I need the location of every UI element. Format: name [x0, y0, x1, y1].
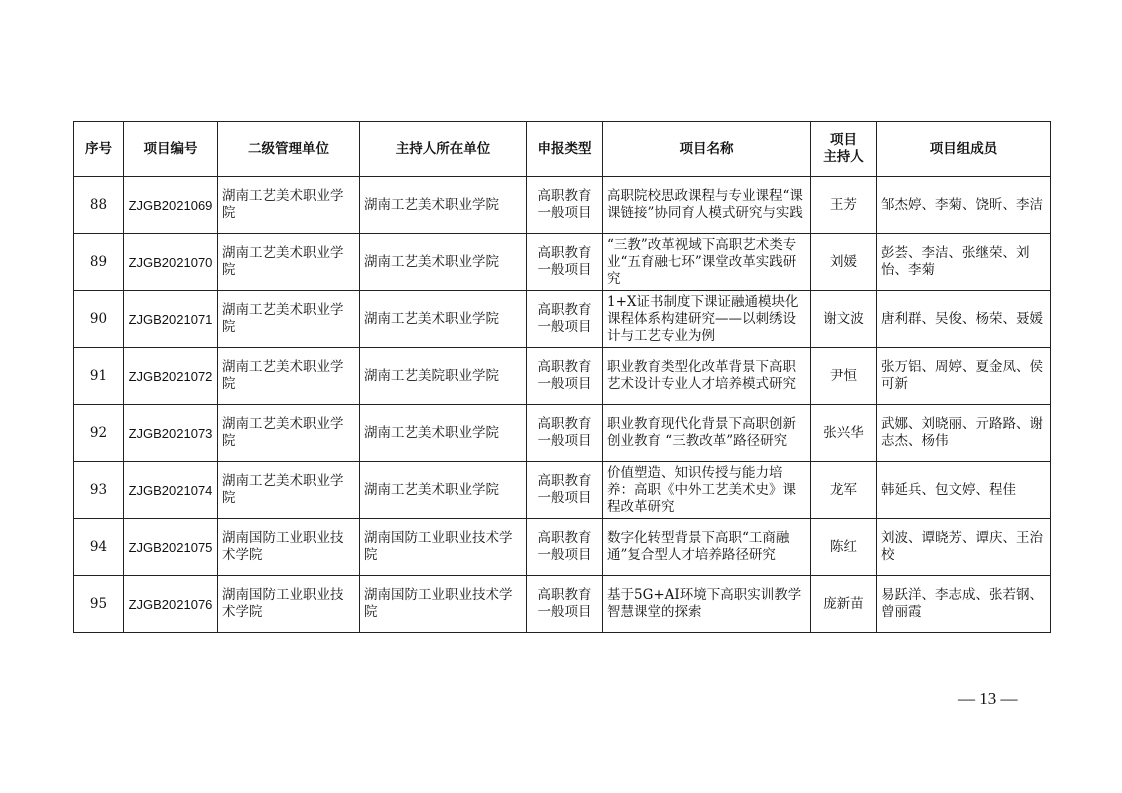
table-row — [74, 405, 1051, 462]
cell-index: 92 — [74, 405, 124, 462]
cell-host-unit: 湖南国防工业职业技术学院 — [360, 519, 527, 576]
cell-host-unit: 湖南工艺美术职业学院 — [360, 405, 527, 462]
cell-host: 龙军 — [811, 462, 877, 519]
cell-members: 刘波、谭晓芳、谭庆、王治校 — [877, 519, 1051, 576]
cell-name: “三教”改革视域下高职艺术类专业“五育融七环”课堂改革实践研究 — [603, 234, 811, 291]
cell-host: 庞新苗 — [811, 576, 877, 633]
cell-host: 张兴华 — [811, 405, 877, 462]
cell-members: 易跃洋、李志成、张若钢、曾丽霞 — [877, 576, 1051, 633]
cell-code: ZJGB2021076 — [124, 576, 218, 633]
cell-members: 彭荟、李洁、张继荣、刘怡、李菊 — [877, 234, 1051, 291]
cell-index: 88 — [74, 177, 124, 234]
table-row — [74, 576, 1051, 633]
cell-type: 高职教育一般项目 — [527, 462, 603, 519]
cell-type: 高职教育一般项目 — [527, 519, 603, 576]
header-host — [811, 122, 877, 177]
cell-code: ZJGB2021070 — [124, 234, 218, 291]
cell-index: 91 — [74, 348, 124, 405]
cell-code: ZJGB2021069 — [124, 177, 218, 234]
cell-name: 1+X证书制度下课证融通模块化课程体系构建研究——以刺绣设计与工艺专业为例 — [603, 291, 811, 348]
cell-host: 刘媛 — [811, 234, 877, 291]
cell-code: ZJGB2021072 — [124, 348, 218, 405]
cell-members: 武娜、刘晓丽、亓路路、谢志杰、杨伟 — [877, 405, 1051, 462]
cell-index: 90 — [74, 291, 124, 348]
cell-index: 95 — [74, 576, 124, 633]
table-body — [74, 177, 1051, 633]
cell-unit: 湖南工艺美术职业学院 — [218, 177, 360, 234]
header-host-line2: 主持人 — [823, 149, 864, 165]
header-host-unit: 主持人所在单位 — [360, 122, 527, 177]
cell-name: 职业教育类型化改革背景下高职艺术设计专业人才培养模式研究 — [603, 348, 811, 405]
cell-code: ZJGB2021074 — [124, 462, 218, 519]
cell-unit: 湖南工艺美术职业学院 — [218, 405, 360, 462]
header-index: 序号 — [74, 122, 124, 177]
cell-index: 89 — [74, 234, 124, 291]
table-row — [74, 348, 1051, 405]
cell-code: ZJGB2021073 — [124, 405, 218, 462]
cell-unit: 湖南工艺美术职业学院 — [218, 348, 360, 405]
cell-type: 高职教育一般项目 — [527, 405, 603, 462]
header-row — [74, 122, 1051, 177]
cell-index: 94 — [74, 519, 124, 576]
cell-members: 邹杰婷、李菊、饶昕、李洁 — [877, 177, 1051, 234]
header-members: 项目组成员 — [877, 122, 1051, 177]
cell-members: 韩延兵、包文婷、程佳 — [877, 462, 1051, 519]
header-unit: 二级管理单位 — [218, 122, 360, 177]
cell-name: 高职院校思政课程与专业课程“课课链接”协同育人模式研究与实践 — [603, 177, 811, 234]
cell-members: 唐利群、吴俊、杨荣、聂媛 — [877, 291, 1051, 348]
header-code: 项目编号 — [124, 122, 218, 177]
cell-host-unit: 湖南工艺美术职业学院 — [360, 462, 527, 519]
header-host-line1: 项目 — [830, 132, 857, 148]
cell-host: 尹恒 — [811, 348, 877, 405]
cell-host-unit: 湖南工艺美术职业学院 — [360, 234, 527, 291]
table-row — [74, 291, 1051, 348]
cell-name: 数字化转型背景下高职“工商融通”复合型人才培养路径研究 — [603, 519, 811, 576]
cell-type: 高职教育一般项目 — [527, 234, 603, 291]
header-type: 申报类型 — [527, 122, 603, 177]
cell-host-unit: 湖南工艺美术职业学院 — [360, 291, 527, 348]
cell-host: 陈红 — [811, 519, 877, 576]
cell-unit: 湖南国防工业职业技术学院 — [218, 519, 360, 576]
cell-unit: 湖南工艺美术职业学院 — [218, 291, 360, 348]
cell-host-unit: 湖南工艺美术职业学院 — [360, 177, 527, 234]
cell-unit: 湖南国防工业职业技术学院 — [218, 576, 360, 633]
table-row — [74, 519, 1051, 576]
header-name: 项目名称 — [603, 122, 811, 177]
cell-index: 93 — [74, 462, 124, 519]
cell-host: 王芳 — [811, 177, 877, 234]
cell-name: 价值塑造、知识传授与能力培养：高职《中外工艺美术史》课程改革研究 — [603, 462, 811, 519]
cell-host: 谢文波 — [811, 291, 877, 348]
cell-host-unit: 湖南工艺美院职业学院 — [360, 348, 527, 405]
table-row — [74, 177, 1051, 234]
cell-code: ZJGB2021075 — [124, 519, 218, 576]
page-number: — 13 — — [958, 689, 1018, 708]
cell-code: ZJGB2021071 — [124, 291, 218, 348]
table-row — [74, 462, 1051, 519]
cell-host-unit: 湖南国防工业职业技术学院 — [360, 576, 527, 633]
cell-name: 职业教育现代化背景下高职创新创业教育 “三教改革”路径研究 — [603, 405, 811, 462]
cell-members: 张万铝、周婷、夏金凤、侯可新 — [877, 348, 1051, 405]
cell-unit: 湖南工艺美术职业学院 — [218, 234, 360, 291]
table-row — [74, 234, 1051, 291]
project-table — [73, 121, 1051, 633]
cell-type: 高职教育一般项目 — [527, 291, 603, 348]
cell-name: 基于5G+AI环境下高职实训教学智慧课堂的探索 — [603, 576, 811, 633]
cell-type: 高职教育一般项目 — [527, 177, 603, 234]
cell-type: 高职教育一般项目 — [527, 348, 603, 405]
cell-unit: 湖南工艺美术职业学院 — [218, 462, 360, 519]
cell-type: 高职教育一般项目 — [527, 576, 603, 633]
